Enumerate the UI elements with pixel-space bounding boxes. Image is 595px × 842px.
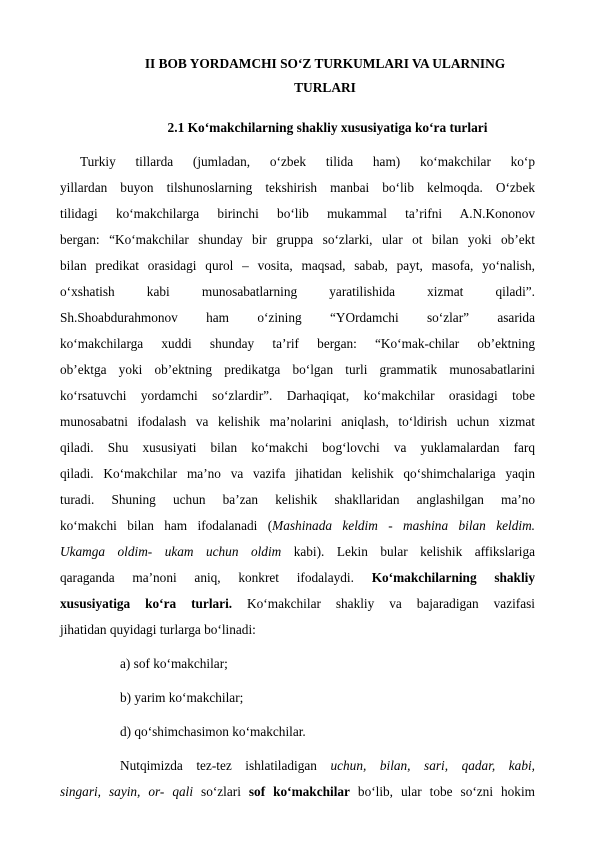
paragraph-line: ko‘makchilarga xuddi shunday ta’rif bergan: “Ko‘mak-chilar ob’ektning [60,336,535,351]
paragraph-line: bilan predikat orasidagi qurol – vosita, maqsad, sabab, payt, masofa, yo‘nalish, [60,258,535,273]
paragraph-line: turadi. Shuning uchun ba’zan kelishik shakllaridan anglashilgan ma’no [60,492,535,507]
chapter-title-line-2: TURLARI [294,80,356,95]
paragraph-line: qiladi. Shu xususiyati bilan ko‘makchi bog‘lovchi va yuklamalardan farq [60,440,535,455]
section-heading: 2.1 Ko‘makchilarning shakliy xususiyatiga ko‘ra turlari [167,120,488,135]
paragraph-line: yillardan buyon tilshunoslarning tekshirish manbai bo‘lib kelmoqda. O‘zbek [60,180,535,195]
chapter-title-line-1: II BOB YORDAMCHI SO‘Z TURKUMLARI VA ULARNING [144,56,506,71]
paragraph-line: bergan: “Ko‘makchilar shunday bir gruppa so‘zlarki, ular ot bilan yoki ob’ekt [60,232,535,247]
paragraph-line: tilidagi ko‘makchilarga birinchi bo‘lib mukammal ta’rifni A.N.Kononov [60,206,535,221]
bold-term: sof ko‘makchilar [248,784,350,799]
bold-term: xususiyatiga ko‘ra turlari. [60,596,233,611]
paragraph-line [120,756,535,776]
list-item: a) sof ko‘makchilar; [120,656,228,671]
text-run: so‘zlari [193,784,249,799]
paragraph-line: ob’ektga yoki ob’ektning predikatga bo‘lgan turli grammatik munosabatlarini [60,362,535,377]
paragraph-line: Turkiy tillarda (jumladan, o‘zbek tilida ham) ko‘makchilar ko‘p [80,154,535,169]
paragraph-line [60,568,535,588]
paragraph-line [60,782,535,802]
list-item: b) yarim ko‘makchilar; [120,690,244,705]
paragraph-line: munosabatni ifodalash va kelishik ma’nolarini aniqlash, to‘ldirish uchun xizmat [60,414,535,429]
paragraph-line [60,594,535,614]
paragraph-line: o‘xshatish kabi munosabatlarning yaratilishida xizmat qiladi”. [60,284,535,299]
text-run: qaraganda ma’noni aniq, konkret ifodalaydi. [60,570,372,585]
paragraph-line [60,542,535,562]
text-run: ko‘makchi bilan ham ifodalanadi ( [60,518,273,533]
paragraph-line: Sh.Shoabdurahmonov ham o‘zining “YOrdamchi so‘zlar” asarida [60,310,535,325]
list-item: d) qo‘shimchasimon ko‘makchilar. [120,724,306,739]
paragraph-line: ko‘rsatuvchi yordamchi so‘zlardir”. Darhaqiqat, ko‘makchilar orasidagi tobe [60,388,535,403]
text-run: kabi). Lekin bular kelishik affikslariga [281,544,535,559]
example-italic: uchun, bilan, sari, qadar, kabi, [330,758,535,773]
text-run: Ko‘makchilar shakliy va bajaradigan vazifasi [232,596,535,611]
example-italic: Ukamga oldim- ukam uchun oldim [60,544,282,559]
paragraph-line: jihatidan quyidagi turlarga bo‘linadi: [60,622,256,637]
paragraph-line [60,516,535,536]
text-run: bo‘lib, ular tobe so‘zni hokim [349,784,535,799]
text-run: Nutqimizda tez-tez ishlatiladigan [120,758,331,773]
example-italic: singari, sayin, or- qali [60,784,194,799]
bold-term: Ko‘makchilarning shakliy [371,570,535,585]
example-italic: Mashinada keldim - mashina bilan keldim. [272,518,535,533]
paragraph-line: qiladi. Ko‘makchilar ma’no va vazifa jihatidan kelishik qo‘shimchalariga yaqin [60,466,535,481]
